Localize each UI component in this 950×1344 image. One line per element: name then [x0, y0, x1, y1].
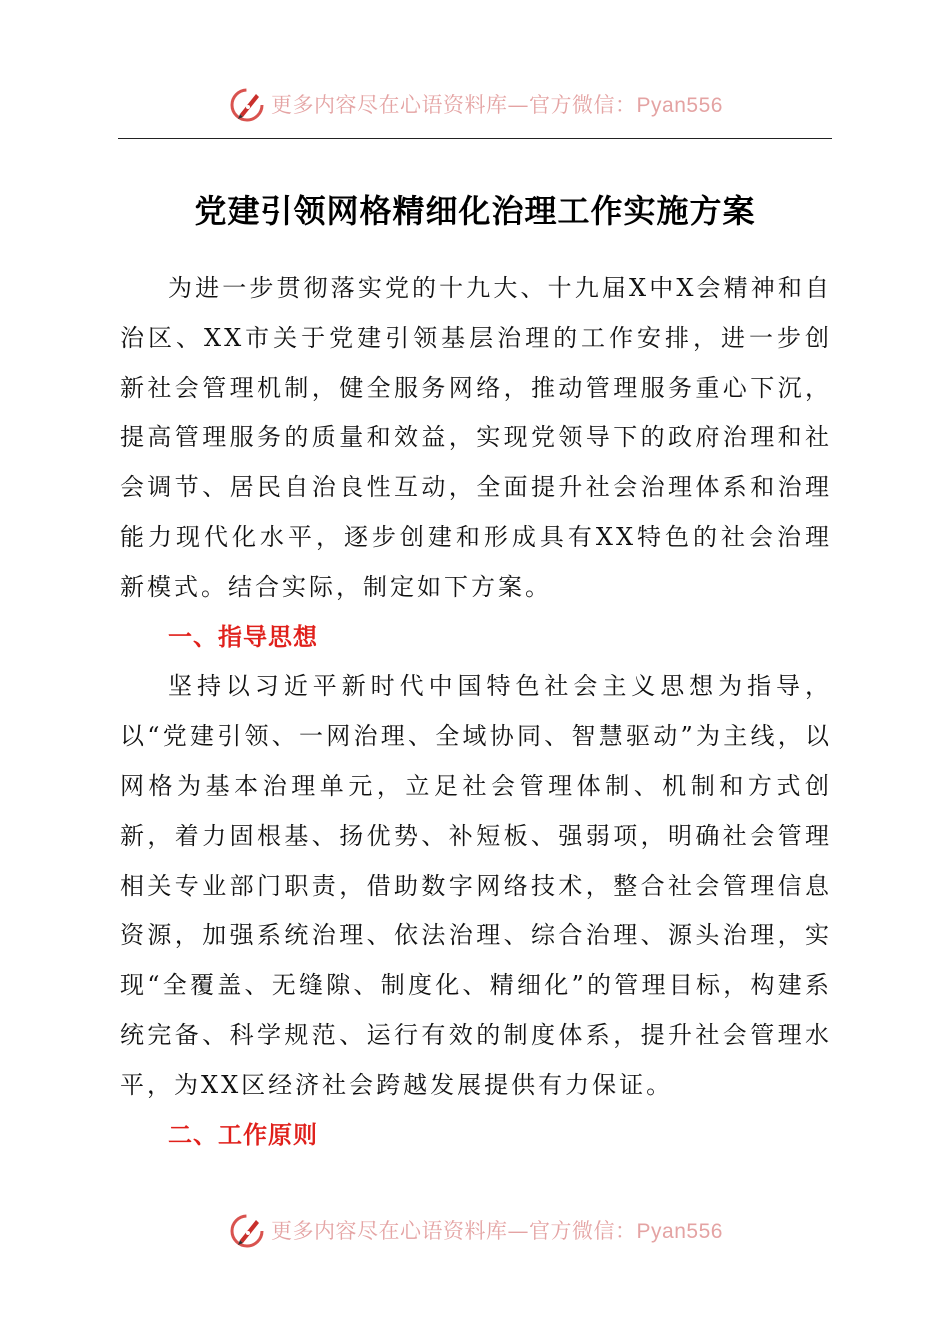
section-paragraph-guiding-thought: 坚持以习近平新时代中国特色社会主义思想为指导，以“党建引领、一网治理、全域协同、智慧驱动”为主线，以网格为基本治理单元，立足社会管理体制、机制和方式创新，着力固根基、扬优势、补短板、强弱项，明确社会管理相关专业部门职责，借助数字网络技术，整合社会管理信息资源，加强系统治理、依法治理、综合治理、源头治理，实现“全覆盖、无缝隙、制度化、精细化”的管理目标，构建系统完备、科学规范、运行有效的制度体系，提升社会管理水平，为XX区经济社会跨越发展提供有力保证。	[120, 672, 832, 1099]
watermark-banner-top	[0, 80, 950, 128]
section-heading-guiding-thought: 一、指导思想	[168, 622, 318, 651]
wechat-id: Pyan556	[636, 94, 723, 117]
pen-circle-logo-icon	[227, 84, 267, 124]
section-heading-work-principles: 二、工作原则	[168, 1120, 318, 1149]
document-title: 党建引领网格精细化治理工作实施方案	[194, 192, 756, 230]
wechat-id: Pyan556	[636, 1220, 723, 1243]
watermark-text: 更多内容尽在心语资料库—官方微信：Pyan556	[271, 93, 723, 117]
watermark-banner-bottom	[0, 1206, 950, 1254]
pen-circle-logo-icon	[227, 1210, 267, 1250]
header-rule	[118, 138, 832, 139]
intro-paragraph: 为进一步贯彻落实党的十九大、十九届X中X会精神和自治区、XX市关于党建引领基层治理的工作安排，进一步创新社会管理机制，健全服务网络，推动管理服务重心下沉，提高管理服务的质量和效益，实现党领导下的政府治理和社会调节、居民自治良性互动，全面提升社会治理体系和治理能力现代化水平，逐步创建和形成具有XX特色的社会治理新模式。结合实际，制定如下方案。	[120, 274, 832, 601]
watermark-text: 更多内容尽在心语资料库—官方微信：Pyan556	[271, 1219, 723, 1243]
document-body	[120, 264, 832, 1160]
